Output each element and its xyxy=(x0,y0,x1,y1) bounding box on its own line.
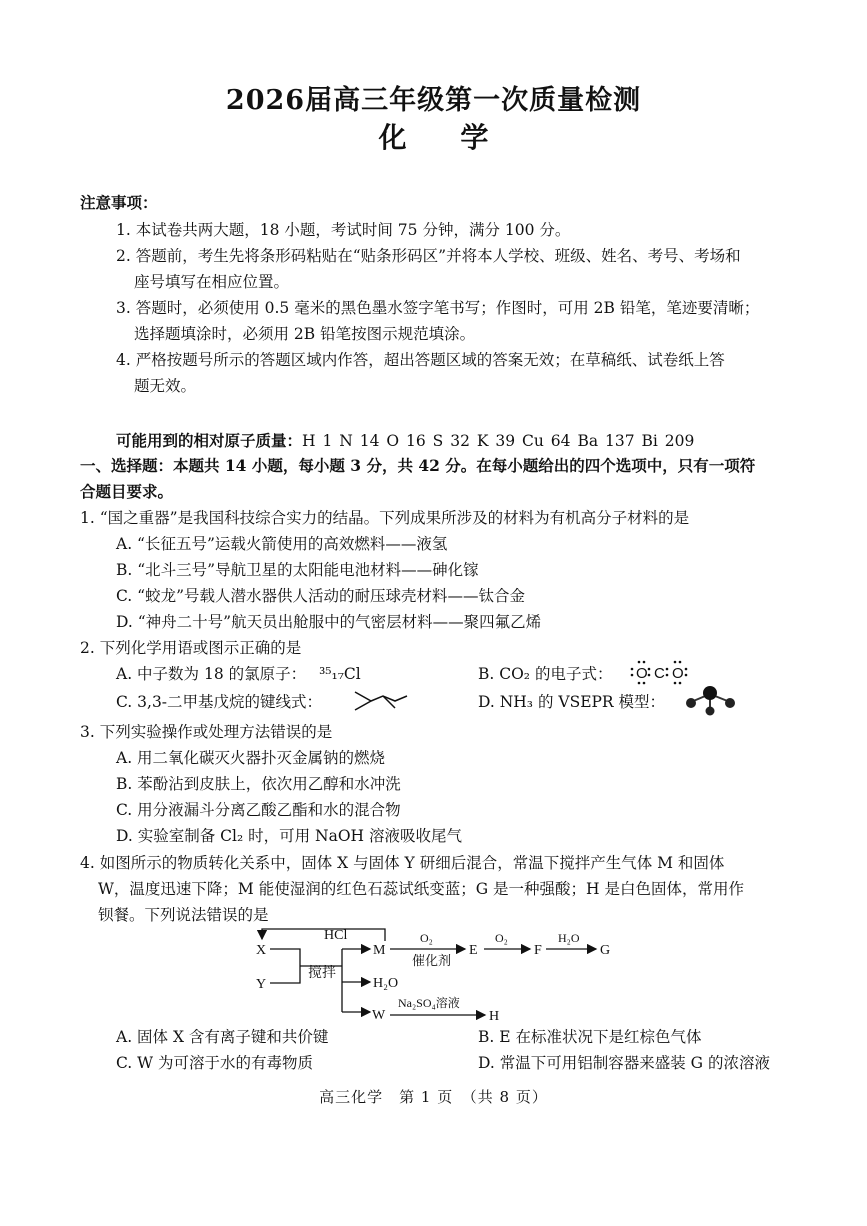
atomic-masses-label: 可能用到的相对原子质量： xyxy=(116,431,303,450)
bond-line-structure-icon xyxy=(353,688,409,714)
note-line: 3. 答题时，必须使用 0.5 毫米的黑色墨水签字笔书写；作图时，可用 2B 铅笔，笔迹要清晰； xyxy=(116,299,760,317)
note-line: 题无效。 xyxy=(134,377,197,395)
diagram-o2-a: O₂ xyxy=(420,931,433,945)
diagram-x: X xyxy=(256,943,267,958)
diagram-h2o: H₂O xyxy=(558,931,580,945)
note-line: 2. 答题前，考生先将条形码粘贴在“贴条形码区”并将本人学校、班级、姓名、考号、考场和 xyxy=(116,247,741,265)
conversion-diagram xyxy=(240,925,630,1025)
q2-option-a-text: A. 中子数为 18 的氯原子： xyxy=(116,665,307,683)
page-footer: 高三化学 第 1 页 （共 8 页） xyxy=(319,1088,548,1106)
svg-text:O: O xyxy=(672,665,684,682)
diagram-e: E xyxy=(469,943,478,958)
note-line: 选择题填涂时，必须用 2B 铅笔按图示规范填涂。 xyxy=(134,325,476,343)
q4-option-d: D. 常温下可用铝制容器来盛装 G 的浓溶液 xyxy=(478,1054,770,1072)
q3-option-b: B. 苯酚沾到皮肤上，依次用乙醇和水冲洗 xyxy=(116,775,401,793)
diagram-hcl: HCl xyxy=(324,928,348,943)
exam-title: 2026届高三年级第一次质量检测 xyxy=(225,85,642,116)
question-1-stem: 1. “国之重器”是我国科技综合实力的结晶。下列成果所涉及的材料为有机高分子材料的是 xyxy=(80,509,690,527)
vsepr-model-icon xyxy=(683,682,739,716)
svg-text:O: O xyxy=(636,665,648,682)
q1-option-a: A. “长征五号”运载火箭使用的高效燃料——液氢 xyxy=(116,535,448,553)
atomic-masses-values: H 1 N 14 O 16 S 32 K 39 Cu 64 Ba 137 Bi 209 xyxy=(302,432,695,450)
diagram-h: H xyxy=(489,1009,500,1024)
question-4-stem: 4. 如图所示的物质转化关系中，固体 X 与固体 Y 研细后混合，常温下搅拌产生气体 M 和固体 xyxy=(80,854,725,872)
q2-option-b xyxy=(478,664,612,684)
diagram-na2so4: Na₂SO₄溶液 xyxy=(398,996,460,1010)
section-heading: 一、选择题：本题共 14 小题，每小题 3 分，共 42 分。在每小题给出的四个选项中，只有一项符 xyxy=(80,456,756,475)
q3-option-d: D. 实验室制备 Cl₂ 时，可用 NaOH 溶液吸收尾气 xyxy=(116,827,462,845)
q2-option-b-text: B. CO₂ 的电子式： xyxy=(478,665,613,683)
question-2-stem: 2. 下列化学用语或图示正确的是 xyxy=(80,639,302,657)
note-line: 4. 严格按题号所示的答题区域内作答，超出答题区域的答案无效；在草稿纸、试卷纸上答 xyxy=(116,351,725,369)
q1-option-b: B. “北斗三号”导航卫星的太阳能电池材料——砷化镓 xyxy=(116,561,479,579)
section-heading: 合题目要求。 xyxy=(80,482,174,501)
question-4-stem-cont: 钡餐。下列说法错误的是 xyxy=(98,906,269,924)
diagram-m: M xyxy=(373,943,386,958)
co2-electron-formula-icon xyxy=(628,657,690,687)
svg-text:C: C xyxy=(654,665,665,682)
q3-option-a: A. 用二氧化碳灭火器扑灭金属钠的燃烧 xyxy=(116,749,386,767)
question-4-stem-cont: W，温度迅速下降；M 能使湿润的红色石蕊试纸变蓝；G 是一种强酸；H 是白色固体，常用作 xyxy=(98,880,744,898)
q3-option-c: C. 用分液漏斗分离乙酸乙酯和水的混合物 xyxy=(116,801,401,819)
q2-option-d: D. NH₃ 的 VSEPR 模型： xyxy=(478,693,666,711)
subject-title: 化 学 xyxy=(378,121,511,154)
q4-option-b: B. E 在标准状况下是红棕色气体 xyxy=(478,1028,702,1046)
q2-option-c: C. 3,3-二甲基戊烷的键线式： xyxy=(116,693,323,711)
diagram-catalyst: 催化剂 xyxy=(412,953,452,968)
q1-option-c: C. “蛟龙”号载人潜水器供人活动的耐压球壳材料——钛合金 xyxy=(116,587,526,605)
atomic-masses xyxy=(116,431,694,451)
note-line: 座号填写在相应位置。 xyxy=(134,273,290,291)
diagram-f: F xyxy=(534,943,542,958)
diagram-o2-b: O₂ xyxy=(495,931,508,945)
q4-option-a: A. 固体 X 含有离子键和共价键 xyxy=(116,1028,329,1046)
diagram-w: W xyxy=(372,1008,386,1023)
diagram-g: G xyxy=(600,943,611,958)
q2-option-a xyxy=(116,664,361,684)
q1-option-d: D. “神舟二十号”航天员出舱服中的气密层材料——聚四氟乙烯 xyxy=(116,613,542,631)
diagram-stir: 搅拌 xyxy=(308,966,336,981)
diagram-water: H₂O xyxy=(373,976,399,991)
chlorine-isotope-formula: ³⁵₁₇Cl xyxy=(319,665,361,683)
question-3-stem: 3. 下列实验操作或处理方法错误的是 xyxy=(80,723,333,741)
q4-option-c: C. W 为可溶于水的有毒物质 xyxy=(116,1054,314,1072)
notes-heading: 注意事项： xyxy=(80,193,158,212)
diagram-y: Y xyxy=(256,977,267,992)
note-line: 1. 本试卷共两大题，18 小题，考试时间 75 分钟，满分 100 分。 xyxy=(116,221,571,239)
